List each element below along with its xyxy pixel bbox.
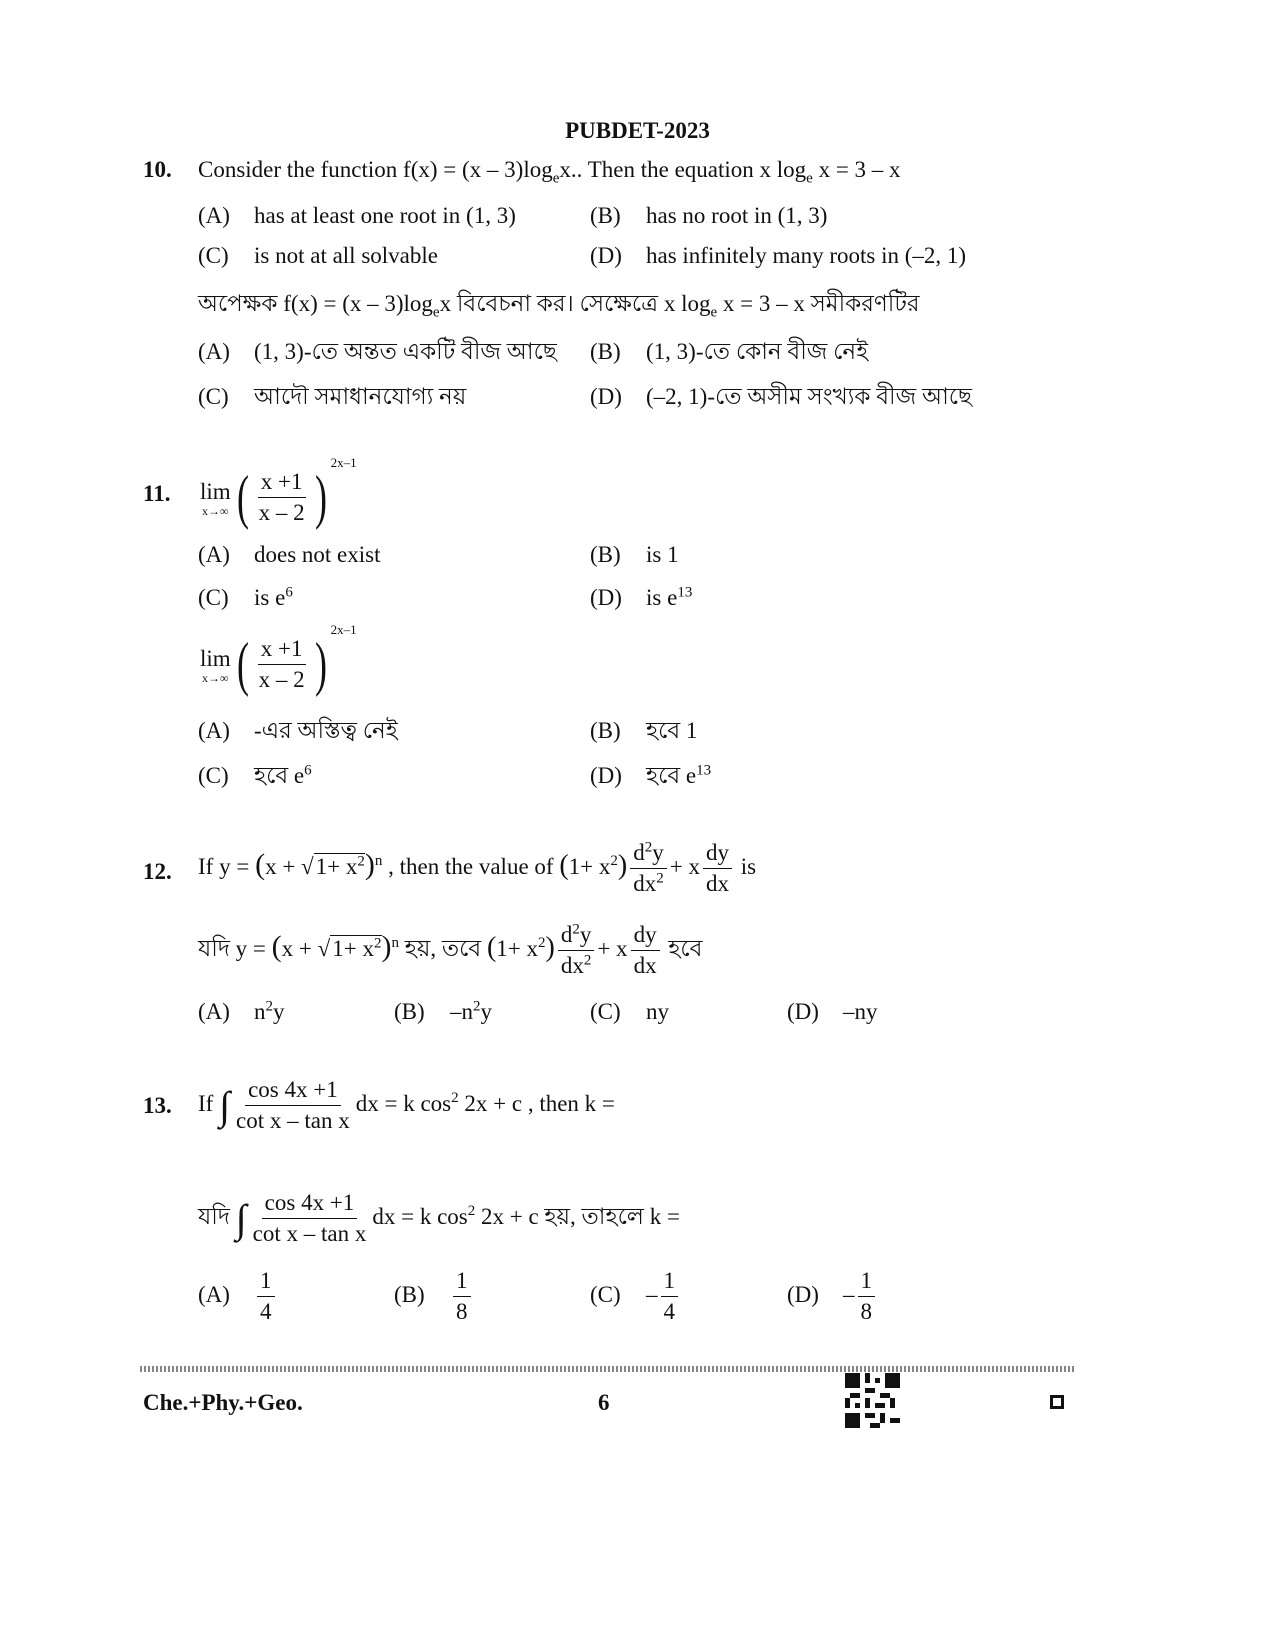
limit-expression-bn: lim x→∞ ( $\frac{x +1}{x - 2}$ )$^{2x-1}$: [200, 622, 357, 698]
option-b-bn[interactable]: (B) হবে 1: [590, 718, 698, 743]
qr-code-icon: [845, 1373, 900, 1428]
limit-expression-en: lim x→∞ ( $\frac{x +1}{x - 2}$ )$^{2x-1}$: [200, 455, 357, 531]
option-a[interactable]: (A) does not exist: [198, 542, 381, 567]
question-stem-en: If ∫ $\frac{\cos 4x +1}{\text{cot x – tan x}}$ dx = k $\cos^2 2x + c$ , then k =: [198, 1077, 615, 1133]
question-stem-bn: যদি ∫ $\frac{\cos 4x +1}{\text{cot x – tan x}}$ dx = k $\cos^2 2x + c$ হয়, তাহলে k =: [198, 1190, 680, 1246]
question-stem-en: Consider the function $f(x) = (x - 3)\log_ex$.. Then the equation x $\log_e x = 3 - x$: [198, 157, 901, 187]
option-c[interactable]: (C) is not at all solvable: [198, 243, 438, 268]
option-d[interactable]: (D) is $e^{13}$: [590, 584, 693, 610]
option-d-bn[interactable]: (D) হবে $e^{13}$: [590, 762, 712, 788]
option-c[interactable]: (C) – $\frac{1}{4}$: [590, 1266, 681, 1327]
option-c-bn[interactable]: (C) আদৌ সমাধানযোগ্য নয়: [198, 384, 467, 409]
option-b[interactable]: (B) $-n^2y$: [394, 998, 492, 1024]
question-stem-bn: যদি $y = (x + √1+ x^2)^n$ হয়, তবে $(1+ x^2)$ $\frac{d^2y}{dx^2}$ + x $\frac{dy}{dx}$ হবে: [198, 921, 703, 978]
question-number: 13.: [143, 1093, 172, 1118]
option-d-bn[interactable]: (D) (–2, 1)-তে অসীম সংখ্যক বীজ আছে: [590, 384, 972, 409]
option-a[interactable]: (A) has at least one root in (1, 3): [198, 203, 516, 228]
option-c-bn[interactable]: (C) হবে $e^6$: [198, 762, 312, 788]
option-d[interactable]: (D) – $\frac{1}{8}$: [787, 1266, 878, 1327]
option-b[interactable]: (B) $\frac{1}{8}$: [394, 1266, 474, 1327]
option-b[interactable]: (B) has no root in (1, 3): [590, 203, 828, 228]
confidential-rule: [140, 1366, 1075, 1372]
question-number: 11.: [143, 481, 171, 506]
question-number: 12.: [143, 859, 172, 884]
option-d[interactable]: (D) –ny: [787, 999, 878, 1024]
corner-square-icon: [1050, 1395, 1064, 1409]
option-b-bn[interactable]: (B) (1, 3)-তে কোন বীজ নেই: [590, 339, 869, 364]
option-a-bn[interactable]: (A) (1, 3)-তে অন্তত একটি বীজ আছে: [198, 339, 557, 364]
option-c[interactable]: (C) ny: [590, 999, 669, 1024]
question-stem-bn: অপেক্ষক $f(x) = (x - 3)\log_ex$ বিবেচনা কর। সেক্ষেত্রে x $\log_e x = 3 - x$ সমীকরণটির: [198, 291, 920, 321]
footer-subject: Che.+Phy.+Geo.: [143, 1390, 303, 1415]
question-number: 10.: [143, 157, 172, 182]
option-b[interactable]: (B) is 1: [590, 542, 679, 567]
question-stem-en: If $y = (x + √1+ x^2)^n$ , then the value of $(1+ x^2)$ $\frac{d^2y}{dx^2}$ + x $\frac{dy}{dx}$ is: [198, 839, 757, 896]
option-a[interactable]: (A) $\frac{1}{4}$: [198, 1266, 278, 1327]
page-number: 6: [598, 1390, 610, 1415]
page-header: PUBDET-2023: [565, 118, 710, 143]
option-a-bn[interactable]: (A) -এর অস্তিত্ব নেই: [198, 718, 398, 743]
option-c[interactable]: (C) is $e^6$: [198, 584, 293, 610]
option-a[interactable]: (A) $n^2y$: [198, 998, 285, 1024]
option-d[interactable]: (D) has infinitely many roots in (–2, 1): [590, 243, 967, 268]
